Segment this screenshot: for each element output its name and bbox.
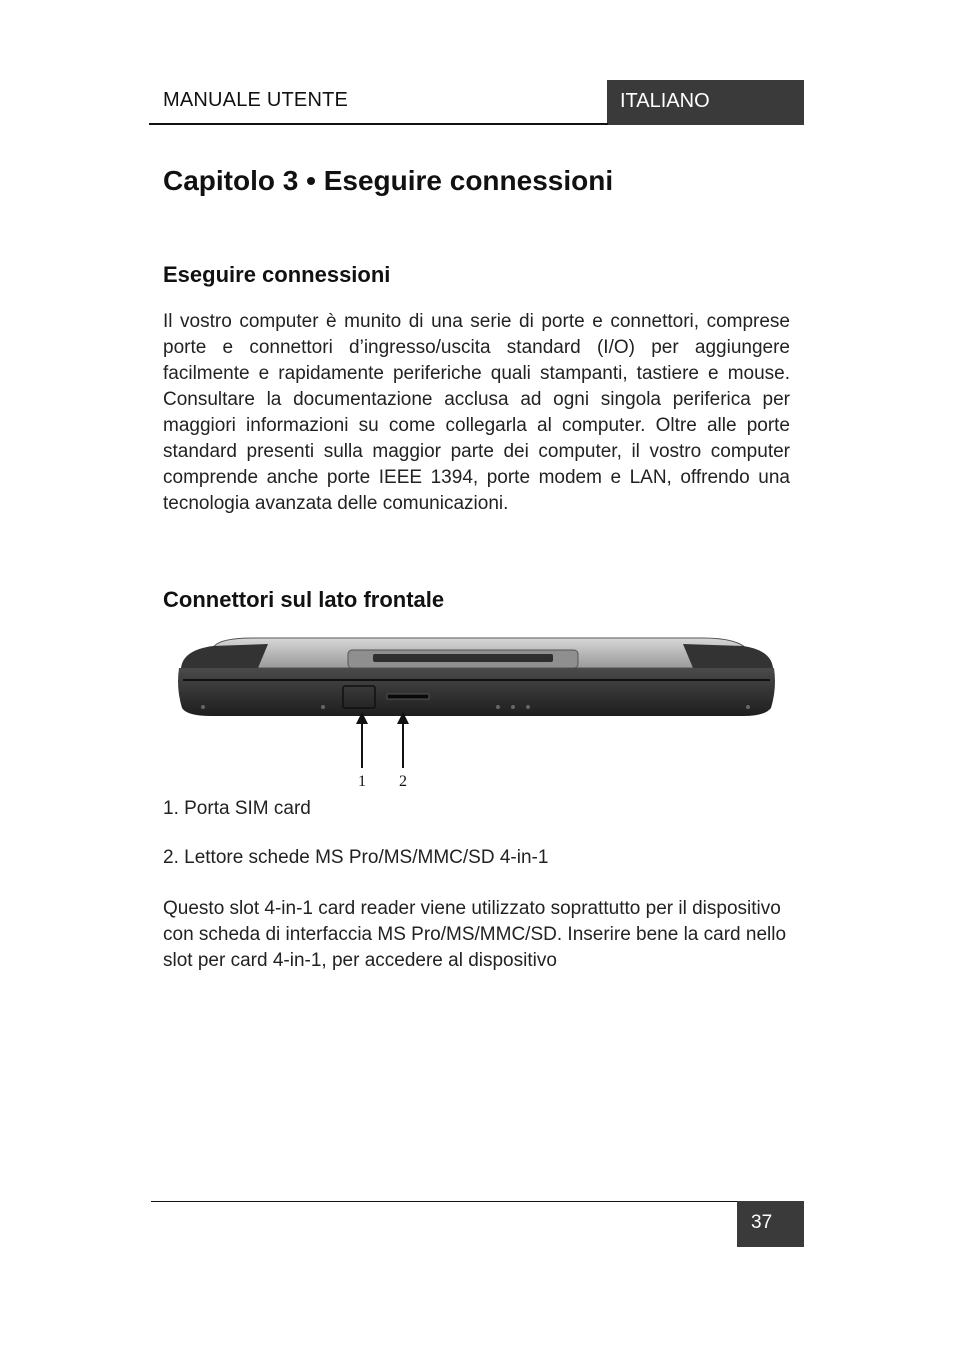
callout-2-label: 2: [399, 773, 407, 790]
chapter-title: Capitolo 3 • Eseguire connessioni: [163, 165, 614, 196]
card-reader-description: Questo slot 4-in-1 card reader viene utilizzato soprattutto per il dispositivo con scheda di interfaccia MS Pro/MS/MMC/SD. Inserire bene la card nello slot per card 4-in-1, per accedere al dispositivo: [163, 898, 787, 971]
section-title-connections: Eseguire connessioni: [163, 262, 391, 287]
list-item-sim-port: 1. Porta SIM card: [163, 798, 311, 819]
section-body-connections: Il vostro computer è munito di una serie di porte e connettori, comprese porte e connettori d’ingresso/uscita standard (I/O) per aggiungere facilmente e rapidamente periferiche quali stampanti, tastiere e mouse. Consultare la documentazione acclusa ad ogni singola periferica per maggiori informazioni su come collegarla al computer. Oltre alle porte standard presenti sulla maggior parte dei computer, il vostro computer comprende anche porte IEEE 1394, porte modem e LAN, offrendo una tecnologia avanzata delle comunicazioni.: [163, 311, 790, 514]
header-divider: [149, 123, 608, 125]
language-tab-label: ITALIANO: [620, 90, 710, 112]
language-tab: [607, 80, 804, 125]
footer-divider: [151, 1201, 739, 1202]
page-number: 37: [751, 1212, 773, 1233]
laptop-front-view-image: [173, 628, 780, 793]
page-number-tab: [737, 1201, 804, 1247]
list-item-card-reader: 2. Lettore schede MS Pro/MS/MMC/SD 4-in-1: [163, 847, 549, 868]
section-title-front-connectors: Connettori sul lato frontale: [163, 587, 445, 612]
manual-label: MANUALE UTENTE: [163, 89, 349, 111]
callout-1-label: 1: [358, 773, 366, 790]
